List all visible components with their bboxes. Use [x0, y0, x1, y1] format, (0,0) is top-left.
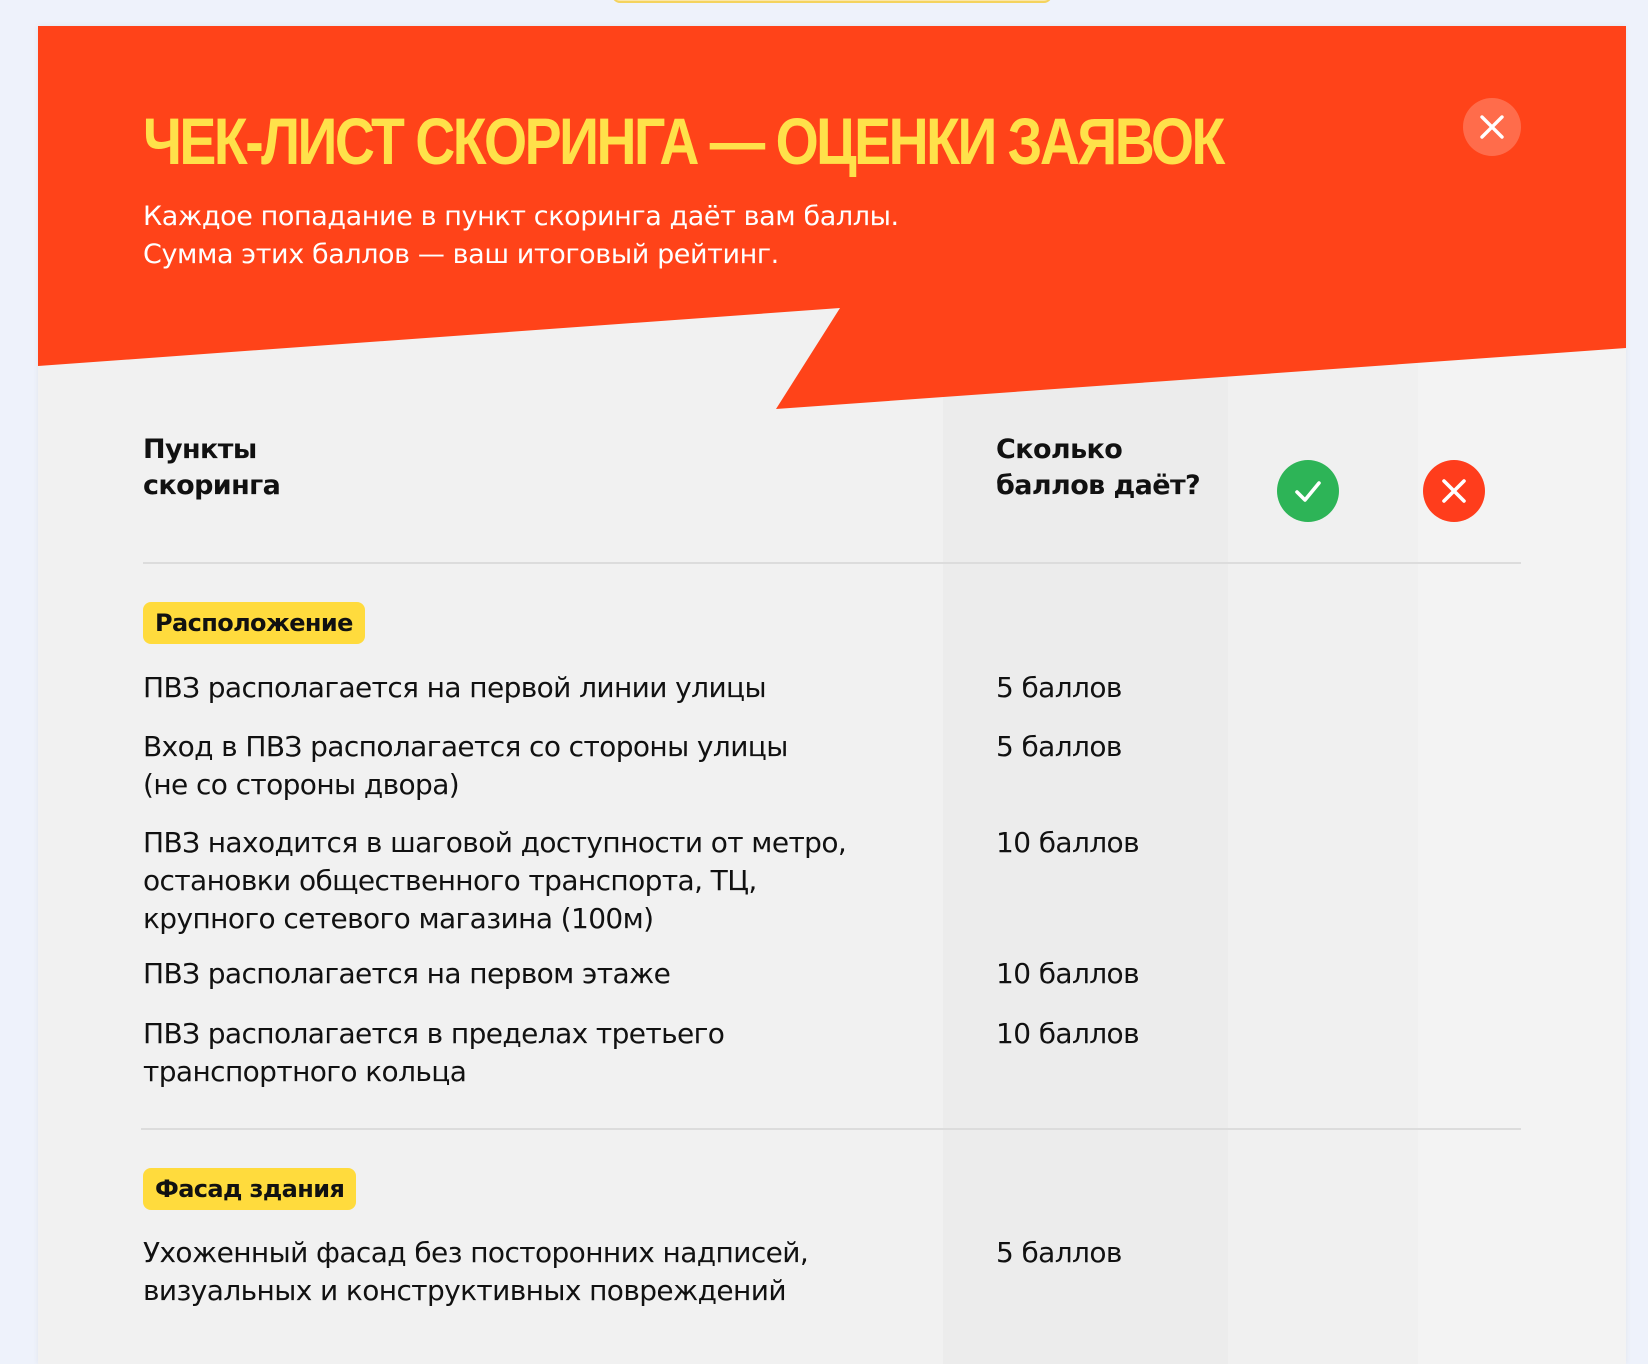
column-header-line: скоринга — [143, 470, 281, 501]
column-header-items — [143, 432, 280, 504]
section-badge-location: Расположение — [143, 602, 365, 644]
table-row-text — [143, 669, 863, 707]
row-line: ПВЗ находится в шаговой доступности от метро, — [143, 826, 847, 859]
row-line: Вход в ПВЗ располагается со стороны улицы — [143, 730, 788, 763]
table-row-text — [143, 1234, 863, 1310]
table-row-text — [143, 728, 863, 804]
row-line: визуальных и конструктивных повреждений — [143, 1274, 786, 1307]
row-points: 5 баллов — [996, 1236, 1122, 1269]
column-header-line: Сколько — [996, 434, 1123, 465]
modal-subtitle — [143, 198, 899, 274]
row-line: Ухоженный фасад без посторонних надписей, — [143, 1236, 809, 1269]
cross-icon — [1423, 460, 1485, 522]
row-line: транспортного кольца — [143, 1055, 467, 1088]
section-divider — [141, 1128, 1521, 1130]
column-header-score — [996, 432, 1200, 504]
row-points: 10 баллов — [996, 957, 1139, 990]
row-points: 10 баллов — [996, 826, 1139, 859]
subtitle-line: Каждое попадание в пункт скоринга даёт вам баллы. — [143, 201, 899, 232]
column-header-line: Пункты — [143, 434, 257, 465]
table-row-text — [143, 955, 863, 993]
row-line: остановки общественного транспорта, ТЦ, — [143, 864, 757, 897]
row-line: крупного сетевого магазина (100м) — [143, 902, 654, 935]
modal-title: ЧЕК-ЛИСТ СКОРИНГА — ОЦЕНКИ ЗАЯВОК — [143, 104, 1223, 178]
row-points: 10 баллов — [996, 1017, 1139, 1050]
subtitle-line: Сумма этих баллов — ваш итоговый рейтинг. — [143, 239, 779, 270]
row-line: ПВЗ располагается на первой линии улицы — [143, 671, 767, 704]
scoring-checklist-modal — [38, 26, 1626, 1364]
close-icon — [1479, 114, 1505, 140]
header-divider — [143, 562, 1521, 564]
column-header-line: баллов даёт? — [996, 470, 1201, 501]
row-points: 5 баллов — [996, 730, 1122, 763]
table-row-text — [143, 1015, 863, 1091]
check-icon — [1277, 460, 1339, 522]
row-points: 5 баллов — [996, 671, 1122, 704]
section-badge-facade: Фасад здания — [143, 1168, 356, 1210]
row-line: (не со стороны двора) — [143, 768, 460, 801]
table-row-text — [143, 824, 863, 938]
row-line: ПВЗ располагается в пределах третьего — [143, 1017, 725, 1050]
top-tab-edge — [612, 0, 1052, 3]
close-button[interactable] — [1463, 98, 1521, 156]
row-line: ПВЗ располагается на первом этаже — [143, 957, 671, 990]
